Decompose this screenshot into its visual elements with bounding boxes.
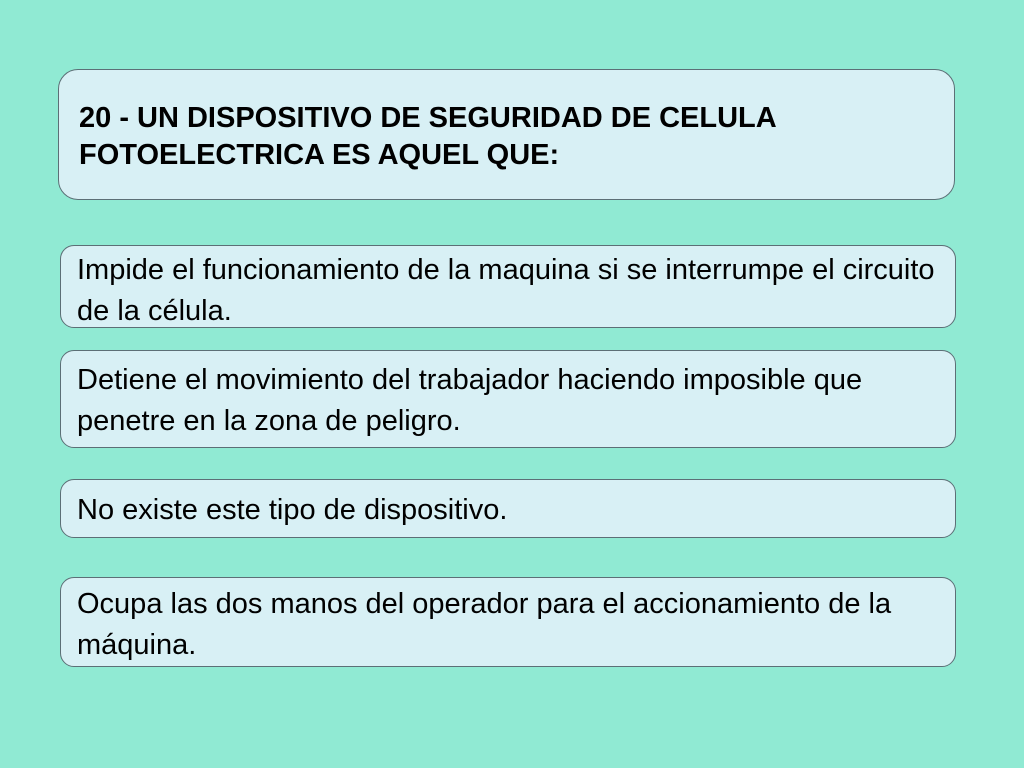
answer-option-4[interactable] [60,577,956,667]
answer-option-1-label: Impide el funcionamiento de la maquina si se interrumpe el circuito de la célula. [77,254,935,327]
answer-option-1[interactable] [60,245,956,328]
question-box [58,69,955,200]
answer-option-3[interactable] [60,479,956,538]
answer-option-3-label: No existe este tipo de dispositivo. [77,494,508,526]
answer-option-4-label: Ocupa las dos manos del operador para el accionamiento de la máquina. [77,588,892,661]
question-text: 20 - UN DISPOSITIVO DE SEGURIDAD DE CELULA FOTOELECTRICA ES AQUEL QUE: [79,102,776,171]
answer-option-2-label: Detiene el movimiento del trabajador haciendo imposible que penetre en la zona de peligro. [77,364,863,437]
answer-option-2[interactable] [60,350,956,448]
